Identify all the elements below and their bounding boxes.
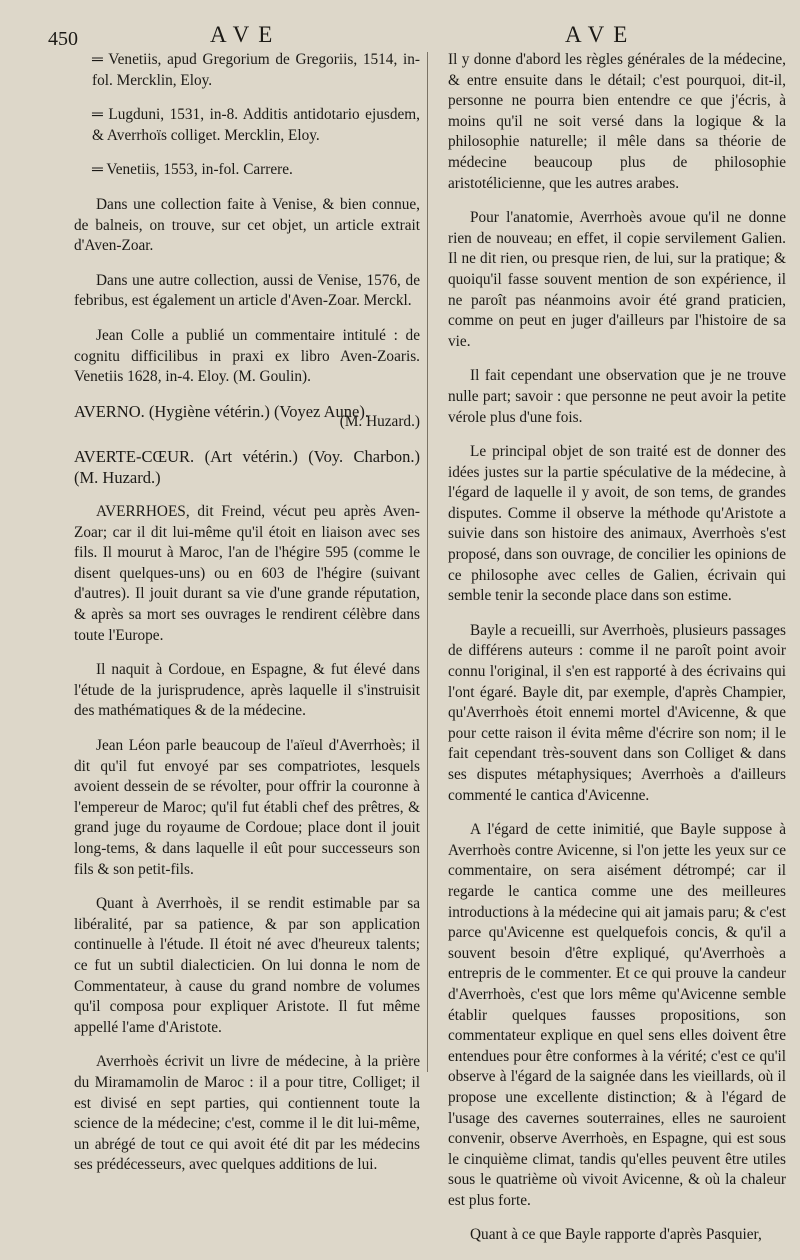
- paragraph: Dans une autre collection, aussi de Venise, 1576, de febribus, est également un article d'Aven-Zoar. Merckl.: [74, 271, 420, 310]
- paragraph: Averrhoès écrivit un livre de médecine, à la prière du Miramamolin de Maroc : il a pour titre, Colliget; il est divisé en sept parties, qui contiennent toute la science de la médecine; c'est, comme il le dit lui-même, un abrégé de tout ce qui avoit été dit par les médecins ses prédécesseurs, avec quelques additions de lui.: [74, 1053, 420, 1174]
- page-number: 450: [48, 28, 78, 50]
- citation: ═ Venetiis, apud Gregorium de Gregoriis, 1514, in-fol. Mercklin, Eloy.: [92, 51, 420, 89]
- column-rule: [427, 52, 428, 1072]
- paragraph: Pour l'anatomie, Averrhoès avoue qu'il ne donne rien de nouveau; en effet, il copie servilement Galien. Il ne dit rien, ou presque rien, de lui, sur la pratique; & quoiqu'il fasse souvent mention de son expérience, il ne paroît pas néanmoins avoir été grand praticien, comme on peut en juger d'ailleurs par l'histoire de sa vie.: [448, 209, 786, 350]
- paragraph: Il fait cependant une observation que je ne trouve nulle part; savoir : que personne ne peut avoir la petite vérole plus d'une fois.: [448, 367, 786, 426]
- paragraph: Quant à ce que Bayle rapporte d'après Pasquier,: [470, 1226, 762, 1244]
- paragraph: A l'égard de cette inimitié, que Bayle suppose à Averrhoès contre Avicenne, si l'on jette les yeux sur ce commentaire, on sera aisément détrompé; car il regarde le cantica comme une des meilleures introductions à la médecine qui ait jamais paru; & c'est parce qu'Avicenne est quelquefois concis, & qu'il a souvent besoin d'être expliqué, qu'Averrhoès a entrepris de le commenter. Et ce qui prouve la candeur d'Averrhoès, c'est que lors même qu'Avicenne semble établir quelques fausses propositions, son commentateur explique en quel sens elles doivent être entendues pour être conformes à la vérité; c'est ce qu'il observe à l'égard de la saignée dans les vieillards, où il propose une excellente distinction; & à l'égard de l'usage des cavernes souterraines, elles ne sauroient convenir, observe Averrhoès, en Espagne, qui est sous le cinquième climat, tandis qu'elles peuvent être utiles sous le quatrième où vivoit Avicenne, & où la chaleur est plus forte.: [448, 821, 786, 1209]
- entry-heading: AVERNO. (Hygiène vétérin.) (Voyez Aune).: [74, 401, 369, 421]
- entry-heading: AVERTE-CŒUR. (Art vétérin.) (Voy. Charbon.) (M. Huzard.): [74, 446, 420, 487]
- running-head-right: AVE: [565, 22, 637, 47]
- paragraph: AVERRHOES, dit Freind, vécut peu après Aven-Zoar; car il dit lui-même qu'il étoit en liaison avec ses fils. Il mourut à Maroc, l'an de l'hégire 595 (comme le disent quelques-uns) ou en 603 de l'hégire (suivant d'autres). Il jouit durant sa vie d'une grande réputation, & après sa mort ses ouvrages le rendirent célèbre dans toute l'Europe.: [74, 503, 420, 644]
- right-column: [448, 50, 786, 1260]
- paragraph: Jean Colle a publié un commentaire intitulé : de cognitu difficilibus in praxi ex libro Aven-Zoaris. Venetiis 1628, in-4. Eloy. (M. Goulin).: [74, 326, 420, 386]
- paragraph: Il y donne d'abord les règles générales de la médecine, & entre ensuite dans le détail; c'est pourquoi, dit-il, personne ne pourra bien entendre ce que j'écris, à moins qu'il ne soit versé dans la logique & la philosophie naturelle; il mêle dans sa théorie de médecine beaucoup plus de philosophie aristotélicienne, que les autres arabes.: [448, 51, 786, 192]
- citation: ═ Venetiis, 1553, in-fol. Carrere.: [92, 161, 293, 179]
- paragraph: Jean Léon parle beaucoup de l'aïeul d'Averrhoès; il dit qu'il fut envoyé par ses compatriotes, lesquels avoient dessein de se révolter, pour offrir la couronne à l'empereur de Maroc; qu'il fut établi chef des prêtres, & grand juge du royaume de Cordoue; place dont il jouit long-tems, & dans laquelle il eût pour successeurs son fils & son petit-fils.: [74, 737, 420, 878]
- paragraph: Bayle a recueilli, sur Averrhoès, plusieurs passages de différens auteurs : comme il ne paroît point avoir connu l'original, il s'en est rapporté à des écrivains qui l'ont égaré. Bayle dit, par exemple, d'après Champier, qu'Averrhoès étoit ennemi mortel d'Avicenne, & que pour cette raison il évita même d'écrire son nom; il le fait cependant très-souvent dans son Colliget & dans ses disputes métaphysiques; Averrhoès a d'ailleurs commenté le cantica d'Avicenne.: [448, 621, 786, 804]
- running-head-left: AVE: [210, 22, 282, 47]
- left-column: [74, 50, 420, 1190]
- paragraph: Le principal objet de son traité est de donner des idées justes sur la partie spéculative de la médecine, à l'égard de laquelle il y avoit, de son tems, de grandes disputes. Comme il observe la méthode qu'Aristote a suivie dans son histoire des animaux, Averrhoès s'est proposé, dans son ouvrage, de concilier les opinions de ce philosophe avec celles de Galien, écrivain qui semble tenir la seconde place dans son estime.: [448, 443, 786, 605]
- citation: ═ Lugduni, 1531, in-8. Additis antidotario ejusdem, & Averrhoïs colliget. Mercklin, Eloy.: [92, 106, 420, 144]
- entry-signature: (M. Huzard.): [339, 413, 420, 431]
- paragraph: Quant à Averrhoès, il se rendit estimable par sa libéralité, par sa patience, & par son application continuelle à l'étude. Il étoit né avec d'heureux talents; ce fut un subtil dialecticien. On lui donna le nom de Commentateur, à cause du grand nombre de volumes qu'il composa pour expliquer Aristote. Il fut même appellé l'ame d'Aristote.: [74, 895, 420, 1036]
- paragraph: Il naquit à Cordoue, en Espagne, & fut élevé dans l'étude de la jurisprudence, après laquelle il s'instruisit des mathématiques & de la médecine.: [74, 661, 420, 720]
- paragraph: Dans une collection faite à Venise, & bien connue, de balneis, on trouve, sur cet objet, un article extrait d'Aven-Zoar.: [74, 195, 420, 255]
